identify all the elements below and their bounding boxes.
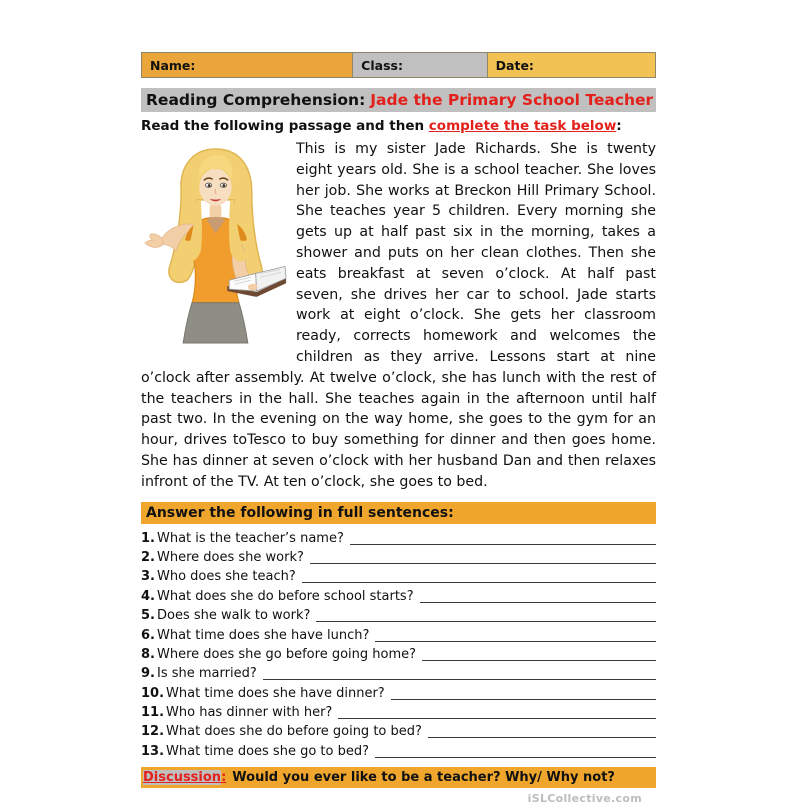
- question-number: 6.: [141, 627, 155, 643]
- answer-blank-line: [263, 679, 656, 680]
- passage-section: [141, 139, 656, 493]
- date-label: Date:: [495, 57, 534, 73]
- worksheet-page: [141, 52, 656, 805]
- question-number: 3.: [141, 569, 155, 585]
- question-number: 11.: [141, 705, 165, 721]
- class-label: Class:: [361, 57, 403, 73]
- answer-blank-line: [350, 544, 656, 545]
- instruction-task-link: complete the task below: [428, 118, 617, 134]
- question-row-6: [141, 627, 656, 643]
- question-row-4: [141, 588, 656, 604]
- answer-blank-line: [422, 660, 656, 661]
- question-text: What time does she have lunch?: [156, 627, 370, 643]
- question-number: 9.: [141, 666, 155, 682]
- question-number: 8.: [141, 646, 155, 662]
- question-text: What time does she go to bed?: [166, 743, 369, 759]
- question-number: 2.: [141, 549, 155, 565]
- name-field: [142, 53, 353, 77]
- question-row-8: [141, 646, 656, 662]
- islcollective-watermark: iSLCollective.com: [527, 791, 642, 805]
- answer-blank-line: [375, 641, 656, 642]
- answer-blank-line: [420, 602, 656, 603]
- question-row-11: [141, 707, 656, 720]
- passage-text: This is my sister Jade Richards. She is twenty eight years old. She is a school teacher. She loves her job. She works at Breckon Hill Primary School. She teaches year 5 children. Every morning she gets up at half past six in the morning, takes a shower and puts on her clean clothes. Then she eats breakfast at seven o’clock. At half past seven, she drives her car to school. Jade starts work at eight o’clock. She gets her classroom ready, corrects homework and welcomes the children as they arrive. Lessons start at nine o’clock after assembly. At twelve o’clock, she has lunch with the rest of the teachers in the hall. She teaches again in the afternoon until half past two. In the evening on the way home, she goes to the gym for an hour, drives toTesco to buy something for dinner and then goes home. She has dinner at seven o’clock with her husband Dan and then relaxes infront of the TV. At ten o’clock, she goes to bed.: [141, 141, 656, 490]
- class-field: [353, 53, 487, 77]
- instruction-prefix: Read the following passage and then: [141, 118, 429, 134]
- question-text: Where does she go before going home?: [156, 646, 417, 662]
- instruction-suffix: :: [616, 118, 622, 134]
- question-row-5: [141, 610, 656, 623]
- teacher-cartoon-image: [141, 141, 288, 347]
- question-number: 10.: [141, 685, 165, 701]
- question-number: 12.: [141, 724, 165, 740]
- question-number: 5.: [141, 608, 155, 624]
- question-text: What time does she have dinner?: [166, 685, 385, 701]
- question-text: Is she married?: [156, 666, 257, 682]
- question-row-13: [141, 743, 656, 759]
- question-text: Does she walk to work?: [156, 608, 311, 624]
- student-info-bar: [141, 52, 656, 78]
- answer-blank-line: [375, 757, 656, 758]
- answer-blank-line: [316, 621, 656, 622]
- question-row-12: [141, 726, 656, 739]
- teacher-illustration: [141, 141, 288, 347]
- question-text: What does she do before school starts?: [156, 588, 414, 604]
- title-topic: Jade the Primary School Teacher: [370, 91, 654, 109]
- question-row-9: [141, 668, 656, 681]
- question-text: What is the teacher’s name?: [156, 530, 344, 546]
- title-prefix: Reading Comprehension:: [146, 91, 366, 109]
- question-text: Who does she teach?: [156, 569, 296, 585]
- instruction-line: [141, 118, 656, 134]
- worksheet-title: [141, 88, 656, 112]
- answer-blank-line: [391, 699, 656, 700]
- question-text: Where does she work?: [156, 549, 304, 565]
- answer-blank-line: [302, 582, 656, 583]
- discussion-question: Would you ever like to be a teacher? Why/ Why not?: [232, 769, 615, 785]
- question-text: Who has dinner with her?: [166, 705, 333, 721]
- question-row-3: [141, 571, 656, 584]
- discussion-label: Discussion: [143, 769, 222, 785]
- answer-blank-line: [428, 737, 656, 738]
- date-field: [488, 53, 655, 77]
- questions-heading: Answer the following in full sentences:: [141, 502, 656, 524]
- answer-blank-line: [338, 718, 656, 719]
- discussion-bar: [141, 767, 656, 788]
- questions-list: [141, 530, 656, 759]
- question-row-10: [141, 685, 656, 701]
- answer-blank-line: [310, 563, 656, 564]
- question-row-1: [141, 530, 656, 546]
- question-number: 1.: [141, 530, 155, 546]
- question-number: 13.: [141, 743, 165, 759]
- question-text: What does she do before going to bed?: [166, 724, 422, 740]
- question-row-2: [141, 549, 656, 565]
- question-number: 4.: [141, 588, 155, 604]
- name-label: Name:: [150, 57, 196, 73]
- discussion-colon: :: [221, 769, 227, 785]
